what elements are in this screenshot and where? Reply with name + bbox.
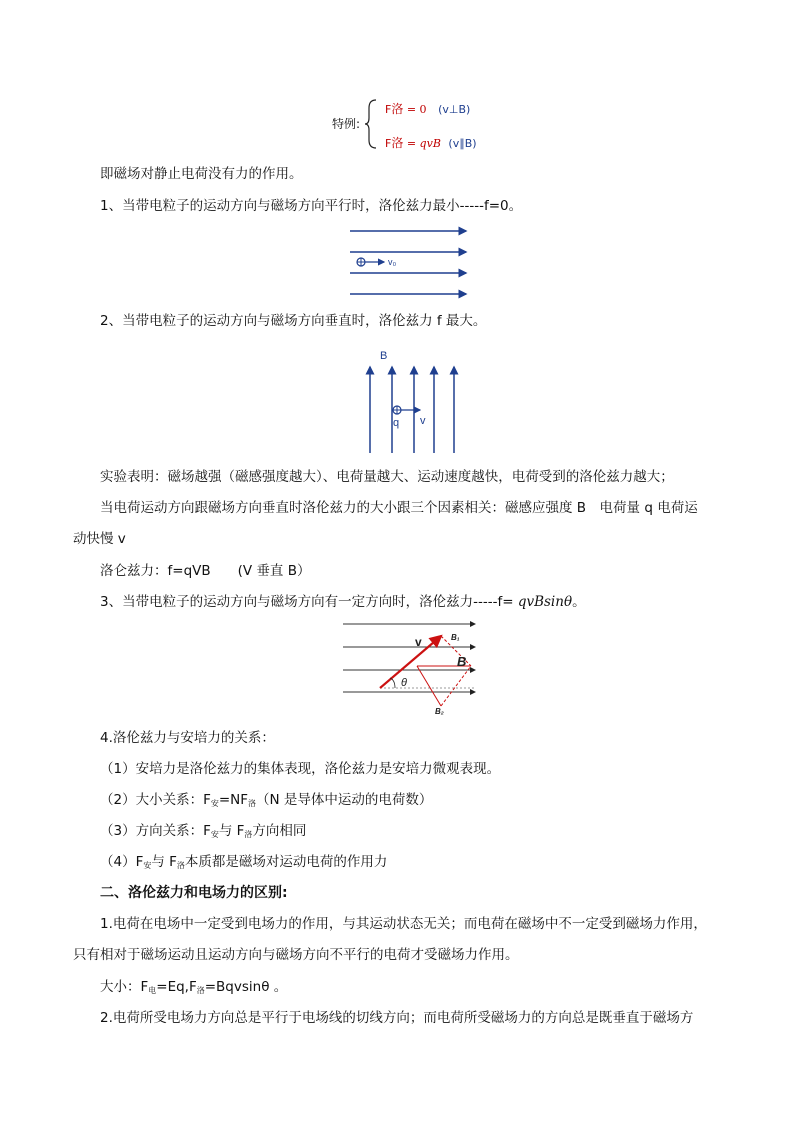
angle-label: θ (401, 677, 407, 689)
size-line: 大小：$F_电=Eq,F_洛=Bqvsin\theta$ 。 (100, 979, 288, 995)
static-charge-line: 即磁场对静止电荷没有力的作用。 (100, 166, 303, 182)
item-3: 3、当带电粒子的运动方向与磁场方向有一定方向时，洛伦兹力-----f= qvBsinθ。 (100, 594, 586, 610)
b-label: B (457, 654, 467, 669)
formula-line: 洛仑兹力：f=qVB (V 垂直 B） (100, 563, 311, 579)
section-heading-2: 二、洛伦兹力和电场力的区别: (100, 885, 288, 901)
factors-line-1: 当电荷运动方向跟磁场方向垂直时洛伦兹力的大小跟三个因素相关：磁感应强度 B 电荷量 q 电荷运 (100, 500, 698, 516)
special-case-1: F洛 = 0 (v⊥B) (385, 102, 471, 116)
field-label: B (380, 350, 388, 362)
figure-perpendicular-field (360, 345, 470, 457)
brace-icon (364, 98, 378, 150)
item-1: 1、当带电粒子的运动方向与磁场方向平行时，洛伦兹力最小-----f=0。 (100, 198, 523, 214)
factors-line-2: 动快慢 v (73, 531, 126, 547)
difference-1-line-1: 1.电荷在电场中一定受到电场力的作用，与其运动状态无关；而电荷在磁场中不一定受到磁场力作用， (100, 916, 707, 932)
item-4: 4.洛伦兹力与安培力的关系： (100, 730, 275, 746)
velocity-vector (380, 636, 441, 688)
b2-label: B₂ (435, 707, 444, 716)
relation-2: （2）大小关系：$F_安=NF_洛(N$ 是导体中运动的电荷数） (100, 792, 433, 808)
relation-4: $(4)F_安$与 $F_洛$本质都是磁场对运动电荷的作用力 (100, 854, 388, 870)
difference-2-line-1: 2.电荷所受电场力方向总是平行于电场线的切线方向；而电荷所受磁场力的方向总是既垂直于磁场方 (100, 1010, 694, 1026)
difference-1-line-2: 只有相对于磁场运动且运动方向与磁场方向不平行的电荷才受磁场力作用。 (73, 947, 519, 963)
charge-label: q (393, 417, 400, 429)
b2-component (417, 666, 441, 706)
relation-1: （1）安培力是洛伦兹力的集体表现，洛伦兹力是安培力微观表现。 (100, 761, 501, 777)
relation-3: （3）方向关系：$F_安$与 $F_洛$方向相同 (100, 823, 307, 839)
item-2: 2、当带电粒子的运动方向与磁场方向垂直时，洛伦兹力 f 最大。 (100, 313, 487, 329)
velocity-label: v (415, 635, 422, 649)
experiment-line: 实验表明：磁场越强（磁感强度越大）、电荷量越大、运动速度越快，电荷受到的洛伦兹力越大； (100, 469, 674, 485)
velocity-label: v (420, 415, 426, 427)
figure-parallel-field (348, 225, 473, 300)
figure-angled-velocity (343, 620, 483, 715)
special-case-prefix: 特例: (332, 117, 361, 131)
b1-label: B₁ (451, 633, 460, 642)
special-case-2: F洛 = qvB (v∥B) (385, 136, 477, 150)
velocity-label: v₀ (388, 257, 397, 267)
